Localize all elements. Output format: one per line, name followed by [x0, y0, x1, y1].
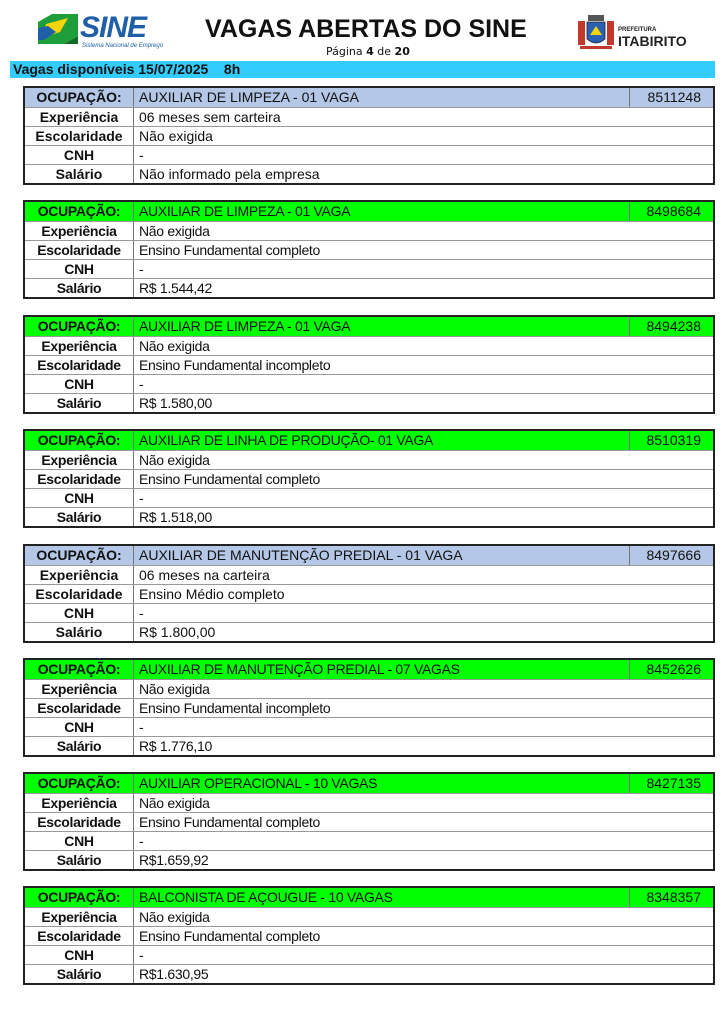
- cnh-label: CNH: [25, 146, 134, 164]
- education-row: [25, 926, 713, 945]
- date-bar: [10, 61, 715, 78]
- education-row: [25, 469, 713, 488]
- cnh-value: -: [139, 490, 144, 506]
- prefeitura-logo: [576, 13, 691, 53]
- occupation-row: [25, 774, 713, 793]
- salary-row: [25, 164, 713, 183]
- occupation-row: [25, 546, 713, 565]
- occupation-label: OCUPAÇÃO:: [25, 431, 134, 450]
- cnh-row: [25, 259, 713, 278]
- education-value: Ensino Fundamental incompleto: [139, 700, 331, 716]
- experience-value: Não exigida: [139, 452, 210, 468]
- experience-label: Experiência: [25, 108, 134, 126]
- experience-value: Não exigida: [139, 338, 210, 354]
- occupation-row: [25, 888, 713, 907]
- experience-row: [25, 565, 713, 584]
- education-value: Ensino Fundamental completo: [139, 928, 321, 944]
- experience-label: Experiência: [25, 451, 134, 469]
- experience-row: [25, 336, 713, 355]
- salary-label: Salário: [25, 623, 134, 641]
- experience-row: [25, 221, 713, 240]
- cnh-label: CNH: [25, 489, 134, 507]
- page-indicator: [326, 45, 410, 58]
- job-card: [23, 200, 715, 299]
- cnh-value: -: [139, 719, 144, 735]
- experience-value: Não exigida: [139, 681, 210, 697]
- education-label: Escolaridade: [25, 927, 134, 945]
- occupation-value: AUXILIAR DE LIMPEZA - 01 VAGA: [139, 203, 351, 219]
- experience-value: Não exigida: [139, 909, 210, 925]
- salary-value: R$ 1.800,00: [139, 624, 216, 640]
- cnh-row: [25, 603, 713, 622]
- cnh-value: -: [139, 833, 144, 849]
- education-value: Não exigida: [139, 128, 213, 144]
- job-code: 8511248: [629, 88, 713, 107]
- salary-value: R$ 1.518,00: [139, 509, 212, 525]
- occupation-label: OCUPAÇÃO:: [25, 888, 134, 907]
- date-bar-label: Vagas disponíveis 15/07/2025 8h: [13, 61, 241, 77]
- salary-value: R$1.659,92: [139, 852, 209, 868]
- cnh-label: CNH: [25, 260, 134, 278]
- sine-logo: [38, 12, 163, 52]
- cnh-row: [25, 945, 713, 964]
- job-card: [23, 772, 715, 871]
- occupation-row: [25, 202, 713, 221]
- experience-row: [25, 107, 713, 126]
- occupation-label: OCUPAÇÃO:: [25, 546, 134, 565]
- job-card: [23, 315, 715, 414]
- cnh-row: [25, 717, 713, 736]
- education-label: Escolaridade: [25, 241, 134, 259]
- cnh-value: -: [139, 261, 144, 277]
- salary-row: [25, 964, 713, 983]
- job-code: 8498684: [629, 202, 713, 221]
- occupation-value: BALCONISTA DE AÇOUGUE - 10 VAGAS: [139, 889, 393, 905]
- education-value: Ensino Fundamental completo: [139, 814, 321, 830]
- page-current: 4: [366, 45, 374, 58]
- experience-value: Não exigida: [139, 223, 210, 239]
- education-row: [25, 355, 713, 374]
- occupation-label: OCUPAÇÃO:: [25, 774, 134, 793]
- salary-row: [25, 736, 713, 755]
- salary-value: Não informado pela empresa: [139, 166, 320, 182]
- job-card: [23, 86, 715, 185]
- occupation-value: AUXILIAR OPERACIONAL - 10 VAGAS: [139, 775, 378, 791]
- occupation-value: AUXILIAR DE LINHA DE PRODUÇÃO- 01 VAGA: [139, 432, 434, 448]
- occupation-row: [25, 88, 713, 107]
- cnh-row: [25, 488, 713, 507]
- salary-label: Salário: [25, 279, 134, 297]
- page-title: VAGAS ABERTAS DO SINE: [205, 15, 527, 43]
- job-code: 8497666: [629, 546, 713, 565]
- page-header: [0, 0, 724, 60]
- education-label: Escolaridade: [25, 813, 134, 831]
- cnh-label: CNH: [25, 946, 134, 964]
- page-prefix: Página: [326, 45, 363, 58]
- occupation-label: OCUPAÇÃO:: [25, 88, 134, 107]
- page-of: de: [377, 45, 392, 58]
- occupation-row: [25, 317, 713, 336]
- experience-label: Experiência: [25, 794, 134, 812]
- education-row: [25, 812, 713, 831]
- salary-row: [25, 278, 713, 297]
- salary-row: [25, 622, 713, 641]
- salary-row: [25, 393, 713, 412]
- experience-label: Experiência: [25, 908, 134, 926]
- job-card: [23, 658, 715, 757]
- salary-value: R$ 1.544,42: [139, 280, 212, 296]
- cnh-label: CNH: [25, 832, 134, 850]
- occupation-label: OCUPAÇÃO:: [25, 202, 134, 221]
- experience-value: Não exigida: [139, 795, 210, 811]
- education-value: Ensino Fundamental completo: [139, 242, 321, 258]
- job-card: [23, 429, 715, 528]
- education-row: [25, 126, 713, 145]
- sine-subtitle: Sistema Nacional de Emprego: [82, 43, 164, 49]
- salary-label: Salário: [25, 851, 134, 869]
- occupation-row: [25, 431, 713, 450]
- experience-label: Experiência: [25, 680, 134, 698]
- job-code: 8494238: [629, 317, 713, 336]
- education-value: Ensino Fundamental incompleto: [139, 357, 331, 373]
- salary-value: R$ 1.580,00: [139, 395, 212, 411]
- experience-label: Experiência: [25, 222, 134, 240]
- education-label: Escolaridade: [25, 470, 134, 488]
- job-code: 8427135: [629, 774, 713, 793]
- education-value: Ensino Fundamental completo: [139, 471, 321, 487]
- job-card: [23, 886, 715, 985]
- salary-value: R$1.630,95: [139, 966, 209, 982]
- salary-label: Salário: [25, 165, 134, 183]
- salary-row: [25, 850, 713, 869]
- salary-row: [25, 507, 713, 526]
- brazil-flag-icon: [38, 14, 78, 44]
- cnh-row: [25, 145, 713, 164]
- cnh-value: -: [139, 147, 144, 163]
- education-label: Escolaridade: [25, 699, 134, 717]
- occupation-value: AUXILIAR DE LIMPEZA - 01 VAGA: [139, 318, 351, 334]
- education-value: Ensino Médio completo: [139, 586, 285, 602]
- experience-row: [25, 450, 713, 469]
- education-label: Escolaridade: [25, 127, 134, 145]
- salary-label: Salário: [25, 508, 134, 526]
- salary-value: R$ 1.776,10: [139, 738, 212, 754]
- occupation-value: AUXILIAR DE MANUTENÇÃO PREDIAL - 01 VAGA: [139, 547, 463, 563]
- education-label: Escolaridade: [25, 356, 134, 374]
- cnh-row: [25, 831, 713, 850]
- cnh-label: CNH: [25, 604, 134, 622]
- experience-row: [25, 907, 713, 926]
- experience-value: 06 meses sem carteira: [139, 109, 281, 125]
- occupation-row: [25, 660, 713, 679]
- city-name: ITABIRITO: [618, 33, 687, 49]
- experience-label: Experiência: [25, 337, 134, 355]
- occupation-value: AUXILIAR DE LIMPEZA - 01 VAGA: [139, 89, 359, 105]
- education-row: [25, 584, 713, 603]
- experience-row: [25, 793, 713, 812]
- occupation-label: OCUPAÇÃO:: [25, 660, 134, 679]
- cnh-value: -: [139, 605, 144, 621]
- cnh-value: -: [139, 376, 144, 392]
- salary-label: Salário: [25, 737, 134, 755]
- cnh-label: CNH: [25, 375, 134, 393]
- salary-label: Salário: [25, 394, 134, 412]
- coat-of-arms-icon: [576, 13, 616, 51]
- page-total: 20: [394, 45, 410, 58]
- job-card: [23, 544, 715, 643]
- education-row: [25, 240, 713, 259]
- job-code: 8348357: [629, 888, 713, 907]
- experience-row: [25, 679, 713, 698]
- cnh-row: [25, 374, 713, 393]
- prefeitura-label: PREFEITURA: [618, 27, 657, 33]
- cnh-label: CNH: [25, 718, 134, 736]
- education-row: [25, 698, 713, 717]
- education-label: Escolaridade: [25, 585, 134, 603]
- sine-wordmark: SINE: [80, 11, 147, 44]
- cnh-value: -: [139, 947, 144, 963]
- experience-label: Experiência: [25, 566, 134, 584]
- experience-value: 06 meses na carteira: [139, 567, 270, 583]
- occupation-value: AUXILIAR DE MANUTENÇÃO PREDIAL - 07 VAGAS: [139, 661, 460, 677]
- occupation-label: OCUPAÇÃO:: [25, 317, 134, 336]
- job-code: 8452626: [629, 660, 713, 679]
- salary-label: Salário: [25, 965, 134, 983]
- job-code: 8510319: [629, 431, 713, 450]
